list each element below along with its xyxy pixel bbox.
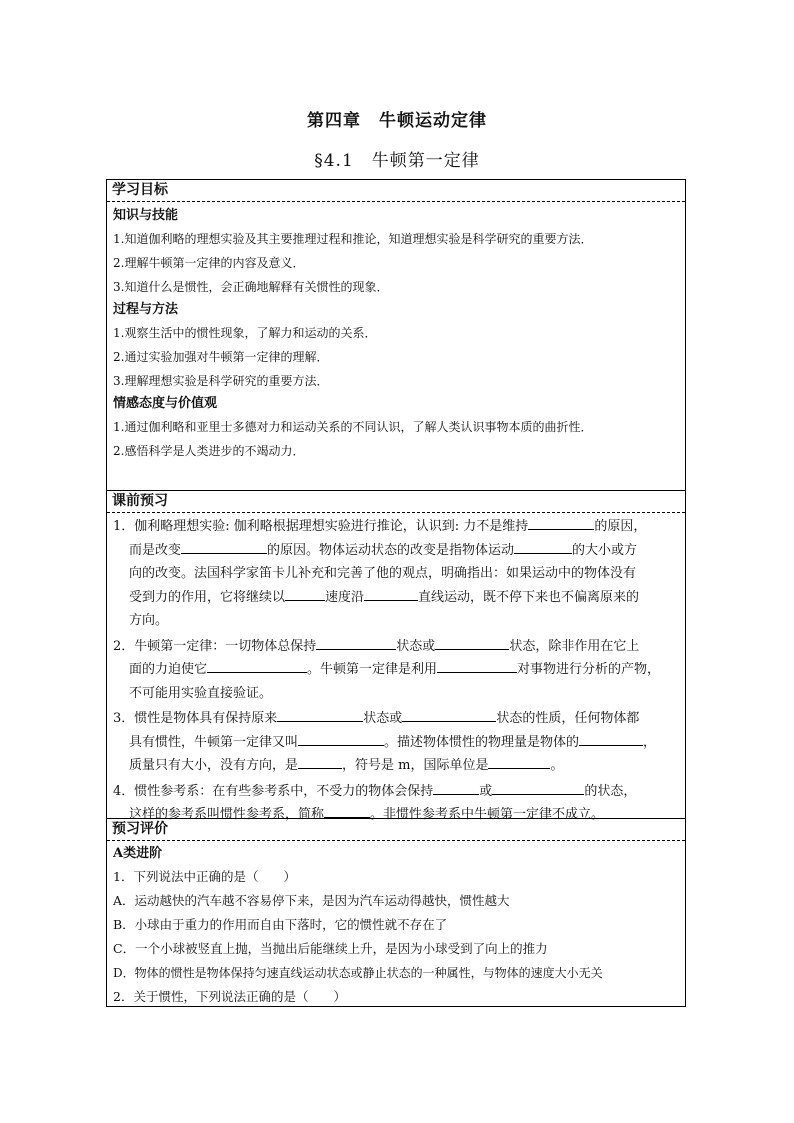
preview-question-1 [113,515,679,633]
process-item: 2.通过实验加强对牛顿第一定律的理解． [113,350,329,364]
question-text: ，符号是 m，国际单位是 [342,758,489,773]
objectives-header: 学习目标 [107,180,685,202]
question-text: 而是改变 [129,542,182,558]
knowledge-item: 2.理解牛顿第一定律的内容及意义． [113,256,305,270]
question-text: 面的力迫使它 [129,662,208,677]
answer-blank[interactable] [492,780,584,795]
question-text: 的原因， [594,519,647,534]
section-title: §4.1 牛顿第一定律 [314,151,480,171]
question-text: 。描述物体惯性的物理量是物体的 [384,734,580,750]
level-title: A类进阶 [113,846,163,861]
attitude-item: 1.通过伽利略和亚里士多德对力和运动关系的不同认识，了解人类认识事物本质的曲折性． [113,420,593,434]
question-text: 状态或 [396,638,436,654]
attitude-title: 情感态度与价值观 [113,396,218,411]
answer-blank[interactable] [402,707,496,722]
answer-blank[interactable] [181,539,267,554]
option-line: A．运动越快的汽车越不容易停下来，是因为汽车运动得越快，惯性越大 [113,893,510,908]
option-line: D．物体的惯性是物体保持匀速直线运动状态或静止状态的一种属性，与物体的速度大小无关 [113,966,603,980]
question-text: 牛顿第一定律：一切物体总保持 [134,638,317,654]
question-text: 状态，除非作用在它上 [509,638,640,654]
process-item: 1.观察生活中的惯性现象，了解力和运动的关系． [113,326,377,340]
answer-blank[interactable] [433,780,479,795]
answer-blank[interactable] [277,707,363,722]
answer-blank[interactable] [579,731,643,746]
evaluation-section [107,818,685,1006]
preview-section [107,490,685,822]
answer-blank[interactable] [324,803,370,818]
question-text: 惯性是物体具有保持原来 [134,711,278,726]
question-number: 2． [113,638,135,654]
question-line: 2．关于惯性，下列说法正确的是（ ） [113,989,346,1004]
attitude-item: 2.感悟科学是人类进步的不竭动力． [113,444,305,458]
question-text: 伽利略理想实验: 伽利略根据理想实验进行推论，认识到: 力不是维持 [134,519,529,534]
question-text: 的大小或方 [572,542,638,558]
question-text: 。非惯性参考系中牛顿第一定律不成立。 [370,807,605,822]
evaluation-body [107,841,685,1009]
question-number: 4． [113,783,135,799]
preview-question-2 [113,635,679,706]
answer-blank[interactable] [285,586,325,601]
question-text: 不可能用实验直接验证。 [129,685,273,701]
option-line: C．一个小球被竖直上抛，当抛出后能继续上升，是因为小球受到了向上的推力 [113,941,548,956]
question-number: 1． [113,519,135,534]
question-text: 。 [550,758,564,773]
question-text: 具有惯性，牛顿第一定律又叫 [129,734,299,750]
answer-blank[interactable] [528,515,594,530]
question-text: 受到力的作用，它将继续以 [129,589,286,605]
worksheet-table [106,179,686,1007]
answer-blank[interactable] [435,635,509,650]
preview-body [107,513,685,827]
process-title: 过程与方法 [113,302,179,317]
answer-blank[interactable] [316,635,396,650]
answer-blank[interactable] [437,658,517,673]
answer-blank[interactable] [364,586,418,601]
question-line: 1．下列说法中正确的是（ ） [113,869,296,884]
chapter-title: 第四章 牛顿运动定律 [307,111,487,131]
knowledge-title: 知识与技能 [113,208,179,223]
process-item: 3.理解理想实验是科学研究的重要方法． [113,374,329,388]
question-text: 直线运动，既不停下来也不偏离原来的 [418,589,640,605]
answer-blank[interactable] [298,754,342,769]
question-text: 或 [479,783,493,799]
question-text: 方向。 [129,613,169,628]
objectives-section [107,180,685,490]
question-text: 的原因。物体运动状态的改变是指物体运动 [267,542,515,558]
evaluation-header: 预习评价 [107,819,685,841]
knowledge-item: 3.知道什么是惯性，会正确地解释有关惯性的现象． [113,280,389,294]
answer-blank[interactable] [207,658,307,673]
question-text: 的状态， [584,783,637,799]
question-text: ， [643,734,657,750]
question-text: 向的改变。法国科学家笛卡儿补充和完善了他的观点，明确指出：如果运动中的物体没有 [129,566,637,581]
answer-blank[interactable] [488,754,550,769]
question-text: 状态或 [363,711,403,726]
preview-header: 课前预习 [107,491,685,513]
question-text: 状态的性质，任何物体都 [496,711,640,726]
question-text: 速度沿 [325,589,365,605]
question-text: 对事物进行分析的产物， [517,662,661,677]
option-line: B．小球由于重力的作用而自由下落时，它的惯性就不存在了 [113,917,448,932]
preview-question-3 [113,707,679,778]
question-text: 。牛顿第一定律是利用 [307,662,438,677]
answer-blank[interactable] [298,731,384,746]
question-text: 质量只有大小，没有方向，是 [129,758,299,773]
question-number: 3． [113,711,135,726]
answer-blank[interactable] [514,539,572,554]
question-text: 惯性参考系：在有些参考系中，不受力的物体会保持 [134,783,434,799]
objectives-body [107,202,685,463]
knowledge-item: 1.知道伽利略的理想实验及其主要推理过程和推论，知道理想实验是科学研究的重要方法． [113,232,593,246]
question-text: 这样的参考系叫惯性参考系，简称 [129,807,325,822]
